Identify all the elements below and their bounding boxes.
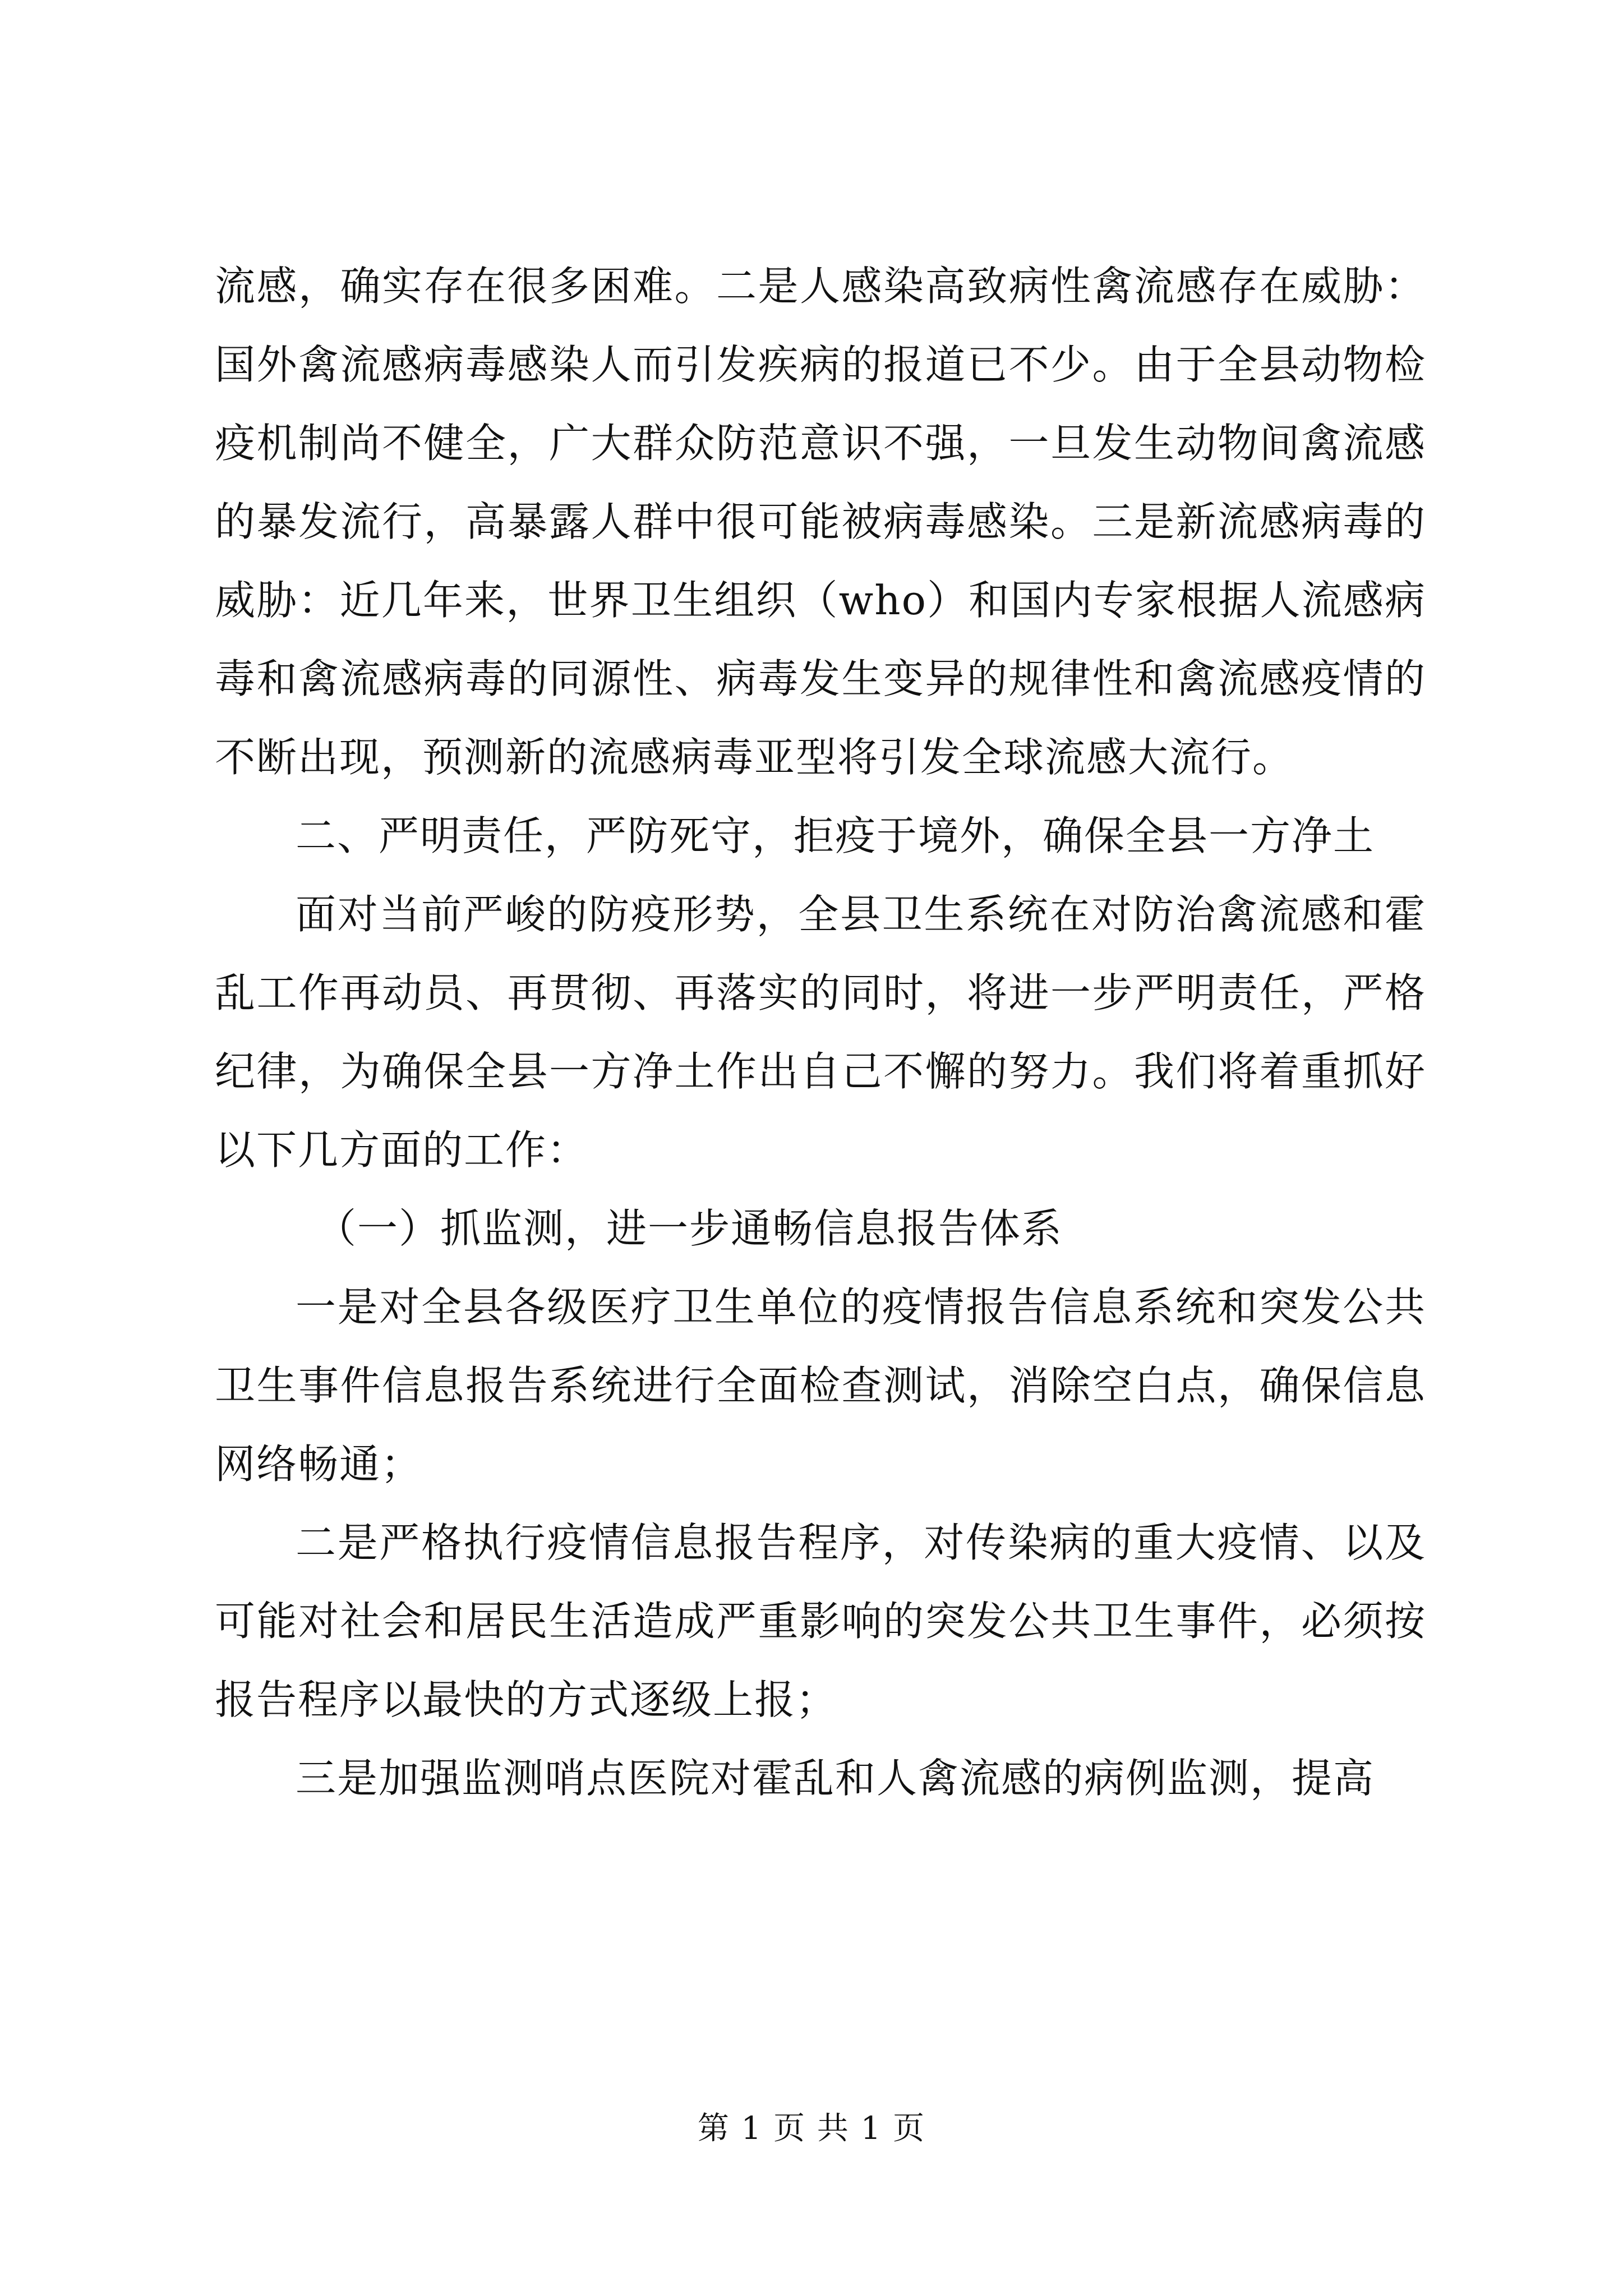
- paragraph: 三是加强监测哨点医院对霍乱和人禽流感的病例监测，提高: [296, 1755, 1375, 1802]
- paragraph: 二是严格执行疫情信息报告程序，对传染病的重大疫情、以及可能对社会和居民生活造成严重影响的突发公共卫生事件，必须按报告程序以最快的方式逐级上报；: [215, 1519, 1426, 1723]
- document-body: [215, 247, 1426, 1818]
- page-footer: 第 1 页 共 1 页: [697, 2110, 926, 2147]
- paragraph-continuation: 流感，确实存在很多困难。二是人感染高致病性禽流感存在威胁：国外禽流感病毒感染人而引发疾病的报道已不少。由于全县动物检疫机制尚不健全，广大群众防范意识不强，一旦发生动物间禽流感的暴发流行，高暴露人群中很可能被病毒感染。三是新流感病毒的威胁：近几年来，世界卫生组织（who）和国内专家根据人流感病毒和禽流感病毒的同源性、病毒发生变异的规律性和禽流感疫情的不断出现，预测新的流感病毒亚型将引发全球流感大流行。: [215, 263, 1426, 781]
- paragraph: 一是对全县各级医疗卫生单位的疫情报告信息系统和突发公共卫生事件信息报告系统进行全面检查测试，消除空白点，确保信息网络畅通；: [215, 1283, 1426, 1488]
- paragraph: 面对当前严峻的防疫形势，全县卫生系统在对防治禽流感和霍乱工作再动员、再贯彻、再落实的同时，将进一步严明责任，严格纪律，为确保全县一方净土作出自己不懈的努力。我们将着重抓好以下几方面的工作：: [215, 891, 1426, 1174]
- section-heading: 二、严明责任，严防死守，拒疫于境外，确保全县一方净土: [296, 812, 1375, 859]
- subsection-heading: （一）抓监测，进一步通畅信息报告体系: [316, 1205, 1063, 1252]
